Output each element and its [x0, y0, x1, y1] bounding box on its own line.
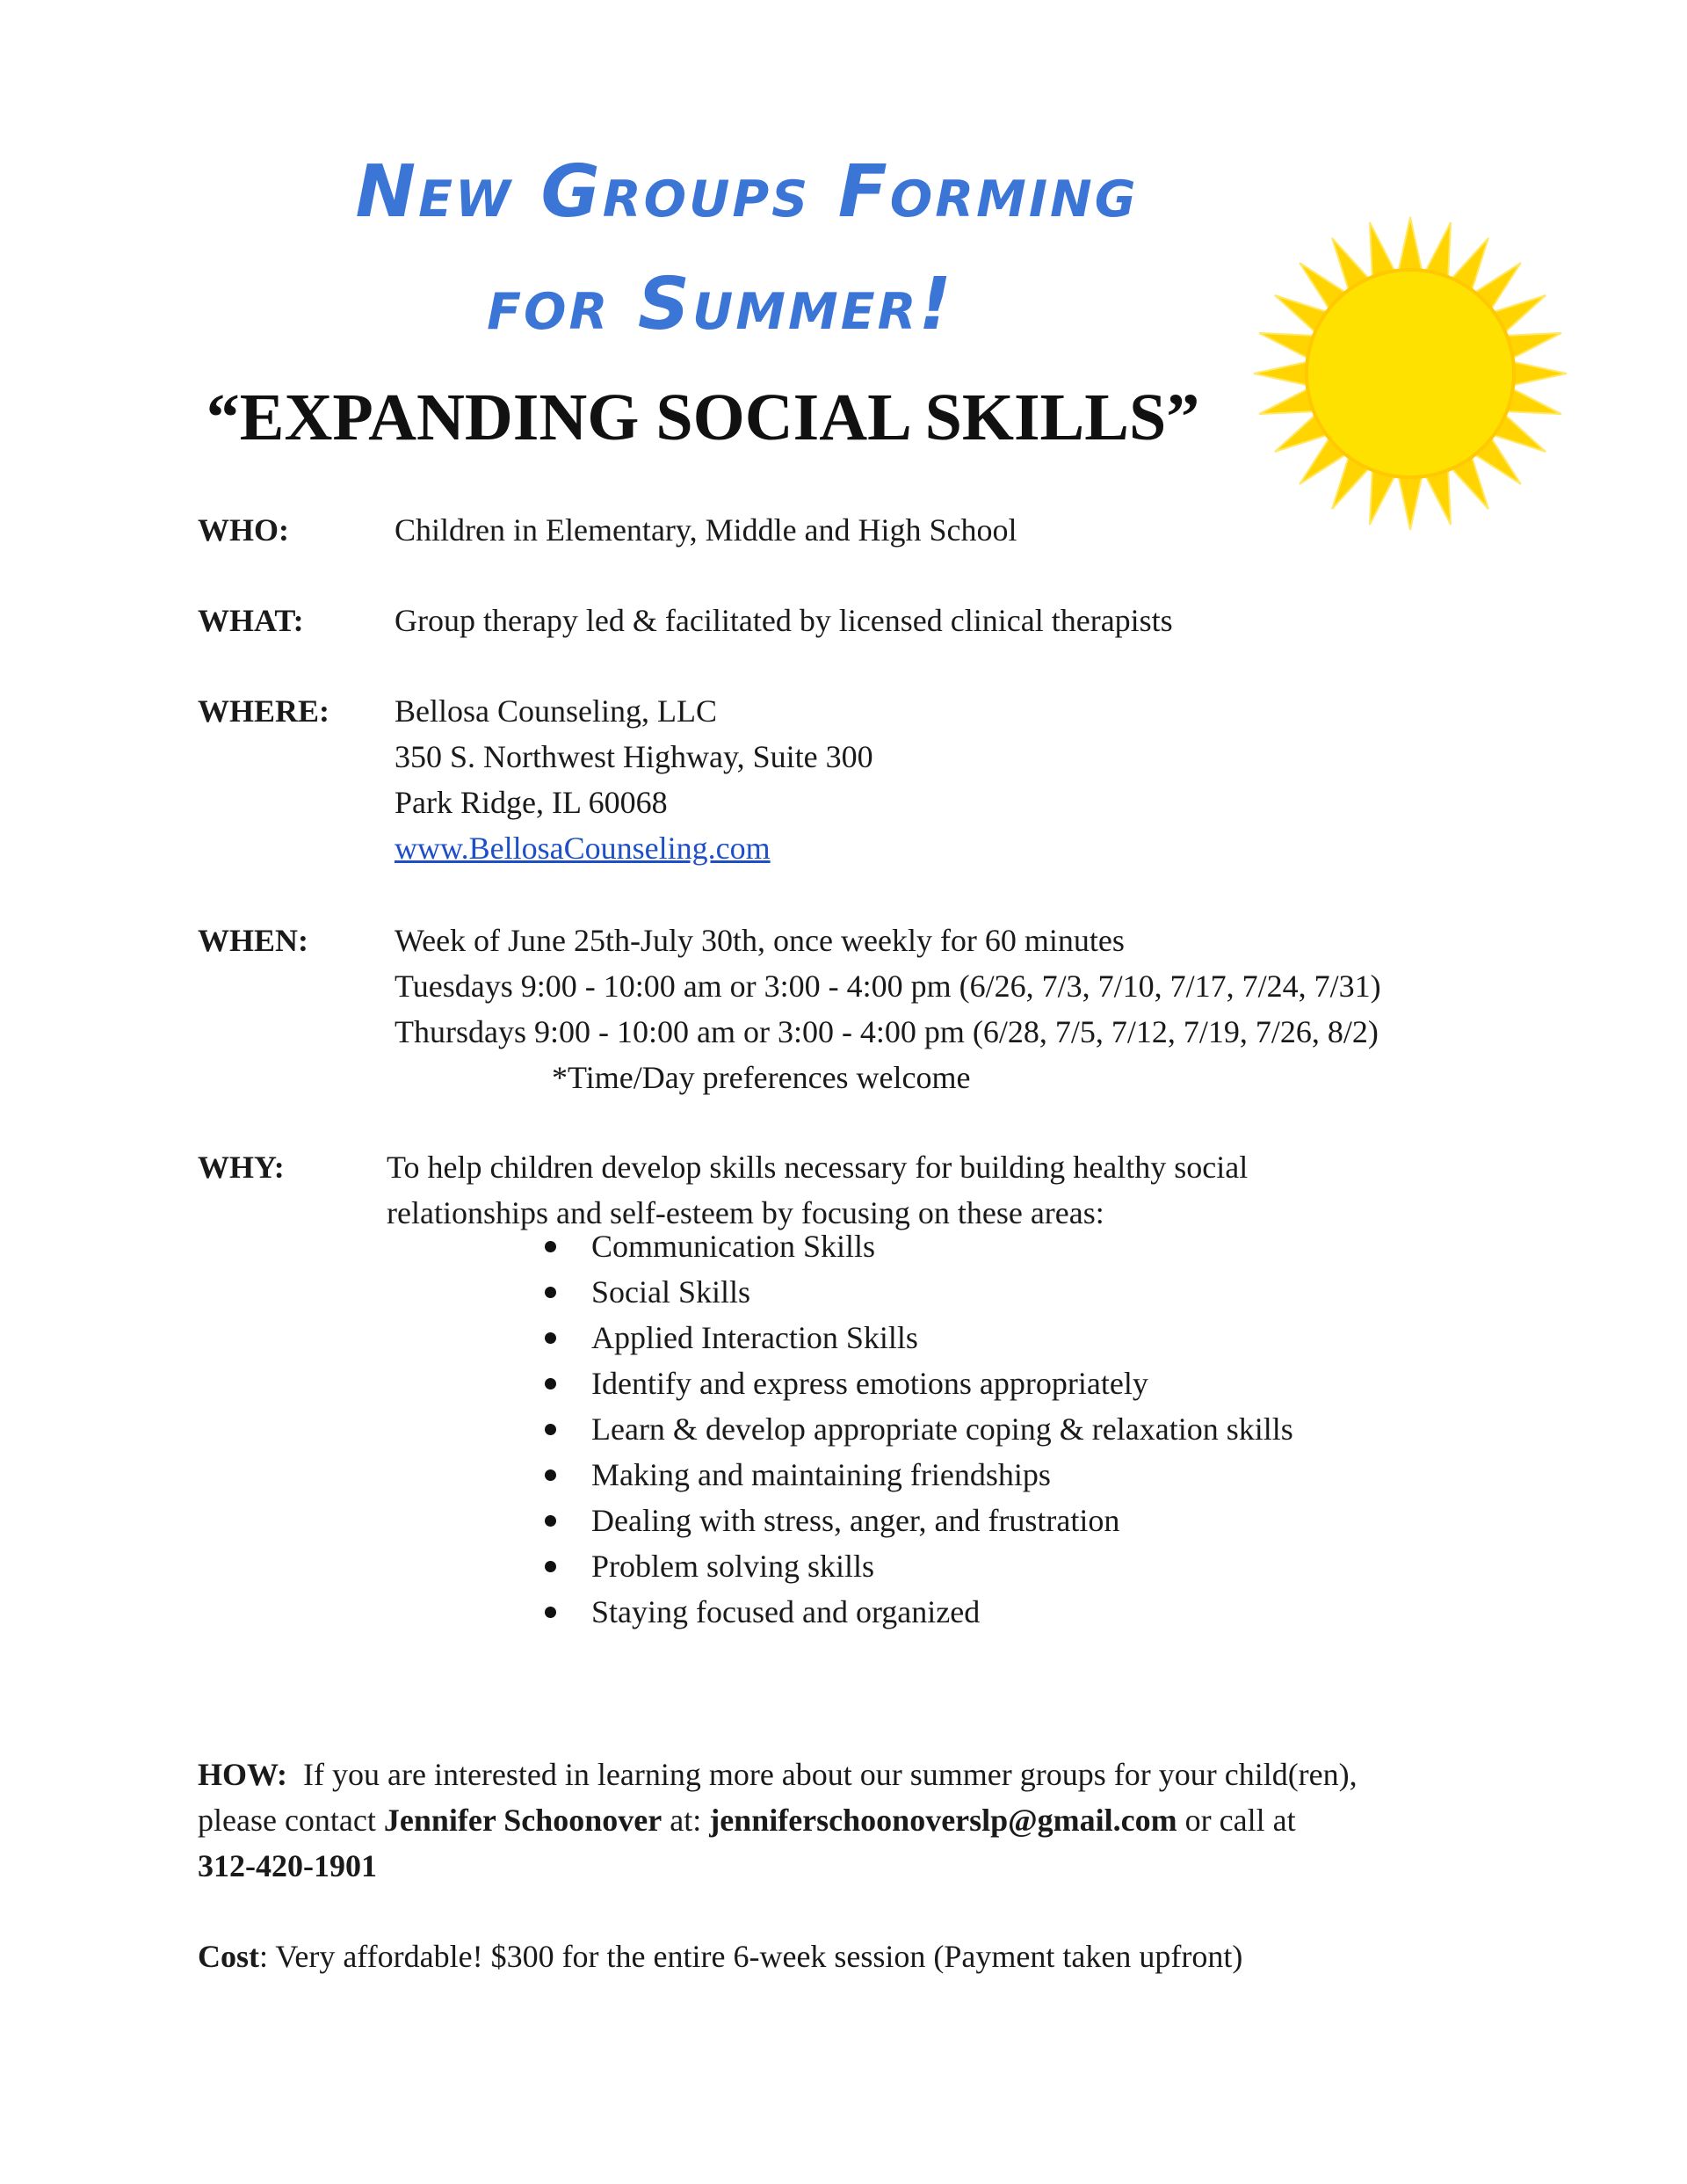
list-item: Dealing with stress, anger, and frustration: [545, 1505, 1293, 1550]
sun-icon: [1252, 215, 1568, 532]
list-item: Communication Skills: [545, 1230, 1293, 1276]
when-note: *Time/Day preferences welcome: [552, 1060, 971, 1095]
heading-line-2: for Summer!: [487, 263, 954, 346]
when-label: WHEN:: [198, 923, 308, 958]
why-line-1: To help children develop skills necessary for building healthy social: [387, 1150, 1249, 1185]
sun-ray: [1508, 360, 1567, 386]
list-item: Problem solving skills: [545, 1550, 1293, 1596]
who-text: Children in Elementary, Middle and High School: [395, 512, 1017, 548]
sun-ray: [1254, 360, 1313, 386]
heading-line-1: New Groups Forming: [355, 150, 1139, 234]
who-label: WHO:: [198, 512, 289, 548]
sun-ray: [1397, 471, 1423, 530]
when-line-1: Week of June 25th-July 30th, once weekly for 60 minutes: [395, 923, 1125, 958]
list-item: Making and maintaining friendships: [545, 1459, 1293, 1505]
how-line-1: [198, 1752, 1516, 1797]
how-or-call: or call at: [1184, 1803, 1296, 1838]
what-label: WHAT:: [198, 603, 304, 638]
page-title: “EXPANDING SOCIAL SKILLS”: [206, 381, 1200, 454]
where-label: WHERE:: [198, 693, 330, 729]
cost-section: [198, 1934, 1516, 1979]
list-item: Staying focused and organized: [545, 1596, 1293, 1642]
why-line-2: relationships and self-esteem by focusing on these areas:: [387, 1195, 1104, 1230]
website-link[interactable]: www.BellosaCounseling.com: [395, 831, 771, 866]
what-text: Group therapy led & facilitated by licensed clinical therapists: [395, 603, 1173, 638]
list-item: Applied Interaction Skills: [545, 1322, 1293, 1368]
how-at: at:: [670, 1803, 702, 1838]
how-text-2: please contact: [198, 1803, 376, 1838]
cost-label: Cost: [198, 1939, 259, 1974]
list-item: Social Skills: [545, 1276, 1293, 1322]
how-label: HOW:: [198, 1757, 288, 1792]
contact-email[interactable]: jenniferschoonoverslp@gmail.com: [709, 1803, 1177, 1838]
list-item: Learn & develop appropriate coping & relaxation skills: [545, 1413, 1293, 1459]
where-address-2: Park Ridge, IL 60068: [395, 785, 668, 820]
why-list: [545, 1230, 1293, 1642]
contact-name: Jennifer Schoonover: [383, 1803, 662, 1838]
where-name: Bellosa Counseling, LLC: [395, 693, 717, 729]
why-label: WHY:: [198, 1150, 285, 1185]
when-tuesdays: Tuesdays 9:00 - 10:00 am or 3:00 - 4:00 pm (6/26, 7/3, 7/10, 7/17, 7/24, 7/31): [395, 969, 1381, 1004]
list-item: Identify and express emotions appropriately: [545, 1368, 1293, 1413]
contact-phone[interactable]: 312-420-1901: [198, 1848, 377, 1883]
sun-ray: [1397, 217, 1423, 276]
how-line-2: [198, 1797, 1516, 1843]
how-section: [198, 1752, 1516, 1889]
where-address-1: 350 S. Northwest Highway, Suite 300: [395, 739, 873, 774]
cost-text: : Very affordable! $300 for the entire 6-week session (Payment taken upfront): [259, 1939, 1243, 1974]
how-line-3: [198, 1843, 1516, 1889]
sun-disc: [1307, 270, 1514, 477]
how-text-1: If you are interested in learning more about our summer groups for your child(ren),: [303, 1757, 1358, 1792]
when-thursdays: Thursdays 9:00 - 10:00 am or 3:00 - 4:00 pm (6/28, 7/5, 7/12, 7/19, 7/26, 8/2): [395, 1014, 1379, 1049]
